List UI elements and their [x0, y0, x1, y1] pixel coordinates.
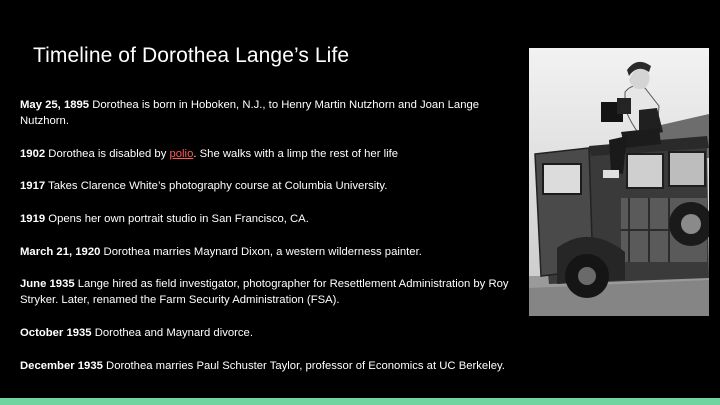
entry-date: June 1935: [20, 278, 75, 290]
timeline-entry-1920: [20, 244, 520, 260]
slide-title: Timeline of Dorothea Lange’s Life: [33, 44, 350, 67]
timeline-entry-1917: [20, 178, 520, 194]
entry-date: 1919: [20, 213, 46, 225]
timeline-entry-1902: [20, 146, 520, 162]
entry-date: 1917: [20, 180, 46, 192]
entry-date: December 1935: [20, 360, 103, 372]
polio-link[interactable]: polio: [169, 148, 194, 160]
entry-date: October 1935: [20, 327, 92, 339]
timeline-entry-1919: [20, 211, 520, 227]
bottom-accent-bar: [0, 398, 720, 405]
entry-text: Takes Clarence White’s photography course at Columbia University.: [45, 180, 388, 192]
entry-date: May 25, 1895: [20, 99, 90, 111]
entry-text: Dorothea marries Paul Schuster Taylor, professor of Economics at UC Berkeley.: [102, 360, 505, 372]
entry-text: Dorothea marries Maynard Dixon, a western wilderness painter.: [100, 246, 422, 258]
entry-text: Lange hired as field investigator, photographer for Resettlement Administration by Roy Stryker. Later, renamed the Farm Security Administration (FSA).: [20, 278, 509, 306]
timeline-entry-december-1935: [20, 358, 520, 374]
entry-date: March 21, 1920: [20, 246, 101, 258]
timeline-entry-1895: [20, 97, 520, 129]
entry-date: 1902: [20, 148, 46, 160]
timeline-entry-june-1935: [20, 276, 520, 308]
photo-illustration: [529, 48, 709, 316]
timeline-entry-october-1935: [20, 325, 520, 341]
lange-car-photo: [529, 48, 709, 316]
entry-text: Dorothea and Maynard divorce.: [91, 327, 253, 339]
entry-text: Opens her own portrait studio in San Francisco, CA.: [45, 213, 309, 225]
entry-text: Dorothea is born in Hoboken, N.J., to Henry Martin Nutzhorn and Joan Lange Nutzhorn.: [20, 99, 480, 127]
entry-text: Dorothea is disabled by: [45, 148, 170, 160]
entry-text: . She walks with a limp the rest of her life: [193, 148, 399, 160]
